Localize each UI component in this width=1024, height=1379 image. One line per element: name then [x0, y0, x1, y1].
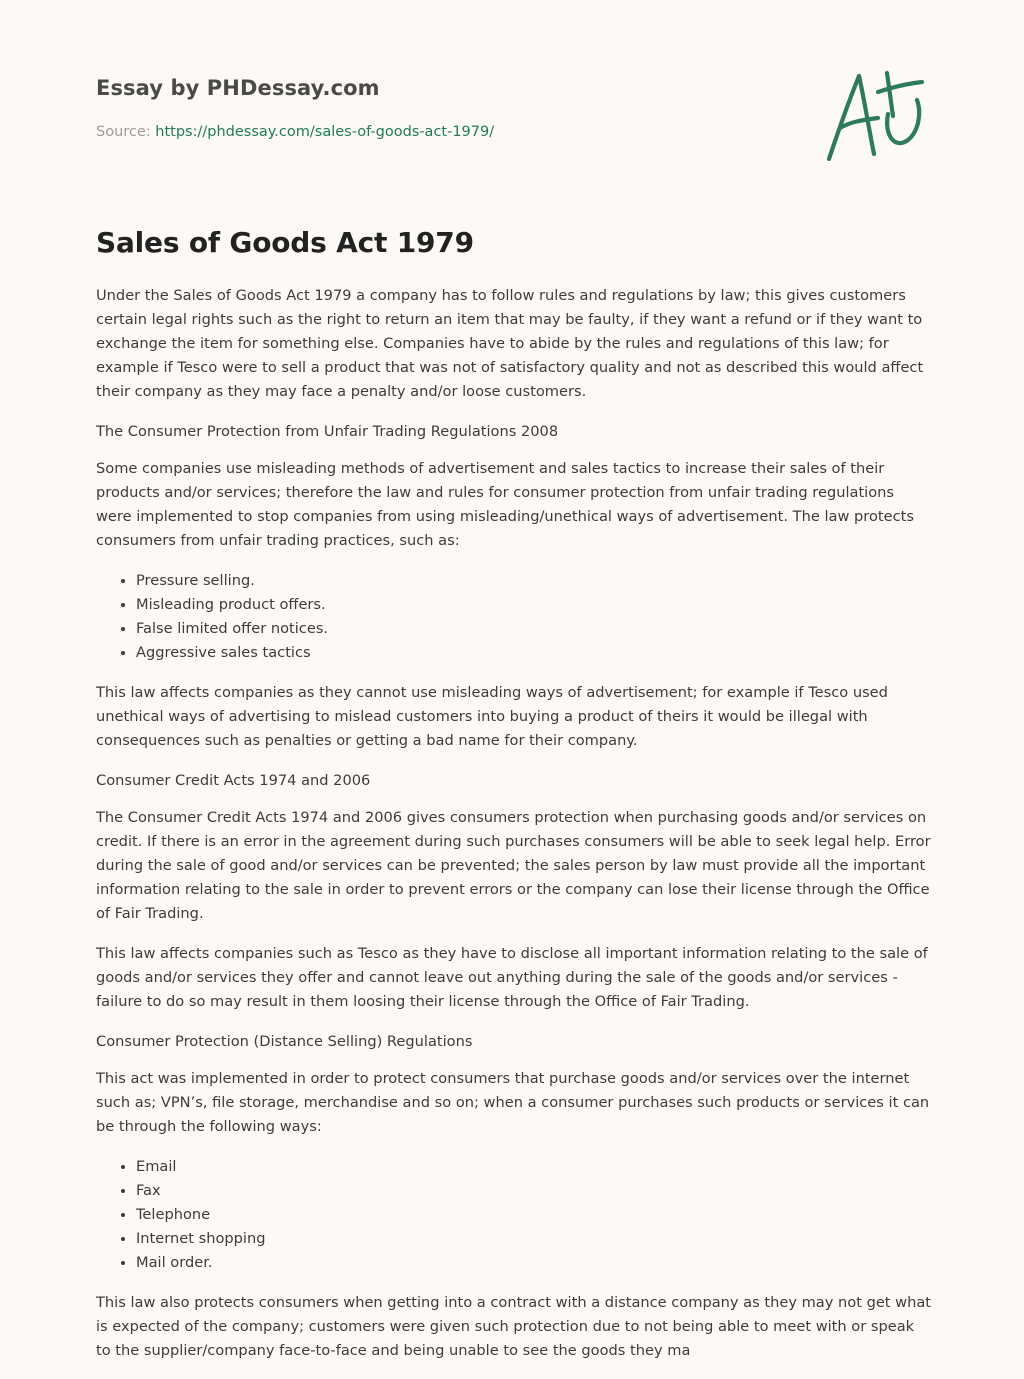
source-label: Source: — [96, 124, 156, 140]
paragraph-unfair-trading: Some companies use misleading methods of advertisement and sales tactics to increase their sales of their products and/or services; therefore the law and rules for consumer protection from unfair trading regulations were implemented to stop companies from using misleading/unethical ways of advertisement. The law protects consumers from unfair trading practices, such as: — [96, 460, 914, 549]
list-item: • Fax — [136, 1179, 932, 1203]
site-title: Essay by PHDessay.com — [96, 76, 380, 100]
a-plus-logo — [822, 68, 930, 166]
paragraph-intro: Under the Sales of Goods Act 1979 a company has to follow rules and regulations by law; this gives customers certain legal rights such as the right to return an item that may be faulty, if they want a refund or if they want to exchange the item for something else. Companies have to abide by the rules and regulations of this law; for example if Tesco were to sell a product that was not of satisfactory quality and not as described this would affect their company as they may face a penalty and/or loose customers. — [96, 287, 924, 400]
list-item: • Misleading product offers. — [136, 593, 932, 617]
section-heading-distance-selling: Consumer Protection (Distance Selling) Regulations — [96, 1033, 473, 1050]
paragraph-consumer-credit-effect: This law affects companies such as Tesco as they have to disclose all important information relating to the sale of goods and/or services they offer and cannot leave out anything during the sale of the goods and/or services - failure to do so may result in them loosing their license through the Office of Fair Trading. — [96, 945, 928, 1010]
paragraph-distance-selling-effect: This law also protects consumers when getting into a contract with a distance company as they may not get what is expected of the company; customers were given such protection due to not being able to meet with or speak to the supplier/company face-to-face and being unable to see the goods they ma — [96, 1294, 932, 1359]
distance-selling-methods-list — [96, 1155, 932, 1275]
list-item: • Internet shopping — [136, 1227, 932, 1251]
unfair-practices-list — [96, 569, 932, 665]
document-body — [96, 284, 932, 1379]
source-link[interactable]: https://phdessay.com/sales-of-goods-act-1979/ — [155, 124, 495, 140]
document-title: Sales of Goods Act 1979 — [96, 226, 474, 259]
a-plus-logo-icon — [822, 68, 930, 166]
source-line — [96, 124, 494, 140]
list-item: • Aggressive sales tactics — [136, 641, 932, 665]
list-item: • Mail order. — [136, 1251, 932, 1275]
paragraph-distance-selling: This act was implemented in order to protect consumers that purchase goods and/or services over the internet such as; VPN’s, file storage, merchandise and so on; when a consumer purchases such products or services it can be through the following ways: — [96, 1070, 930, 1135]
paragraph-unfair-trading-effect: This law affects companies as they cannot use misleading ways of advertisement; for example if Tesco used unethical ways of advertising to mislead customers into buying a product of theirs it would be illegal with consequences such as penalties or getting a bad name for their company. — [96, 684, 888, 749]
section-heading-consumer-credit: Consumer Credit Acts 1974 and 2006 — [96, 772, 371, 789]
list-item: • Telephone — [136, 1203, 932, 1227]
section-heading-unfair-trading: The Consumer Protection from Unfair Trading Regulations 2008 — [96, 423, 559, 440]
list-item: • False limited offer notices. — [136, 617, 932, 641]
list-item: • Pressure selling. — [136, 569, 932, 593]
list-item: • Email — [136, 1155, 932, 1179]
paragraph-consumer-credit: The Consumer Credit Acts 1974 and 2006 gives consumers protection when purchasing goods and/or services on credit. If there is an error in the agreement during such purchases consumers will be able to seek legal help. Error during the sale of good and/or services can be prevented; the sales person by law must provide all the important information relating to the sale in order to prevent errors or the company can lose their license through the Office of Fair Trading. — [96, 809, 931, 922]
